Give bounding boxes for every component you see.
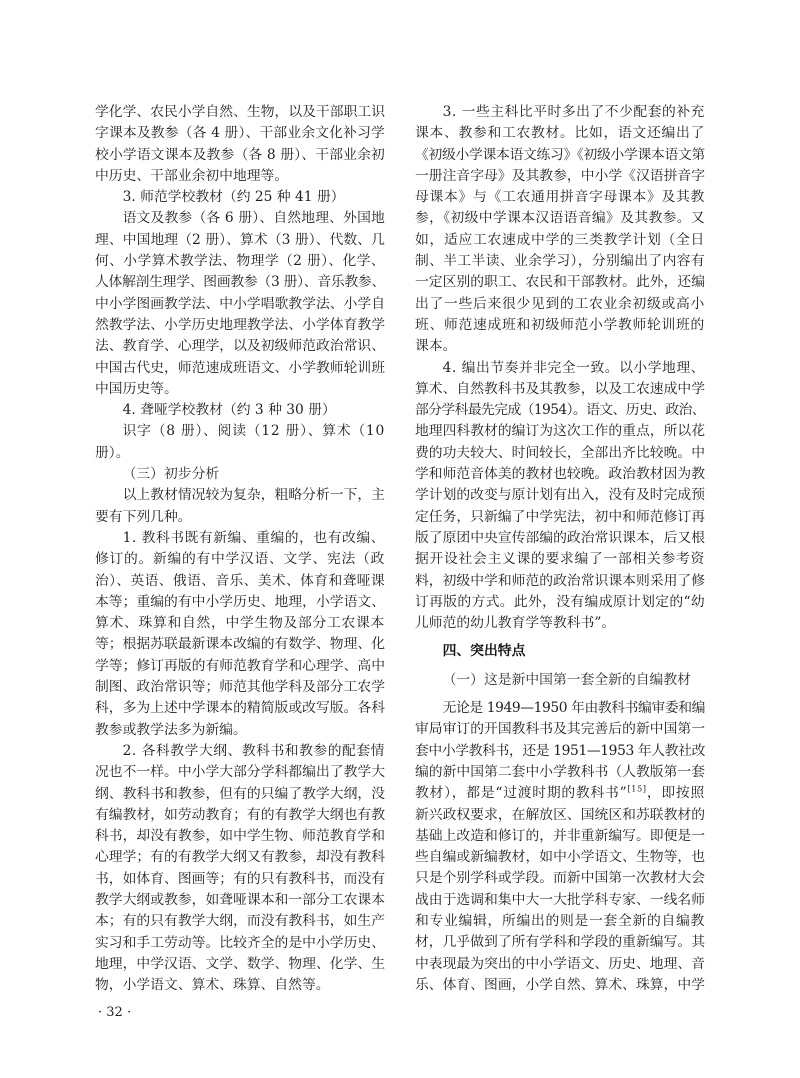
text-line	[95, 592, 385, 613]
line-text: 况也不一样。中小学大部分学科都编出了教学大	[95, 764, 385, 781]
line-text: 4. 聋哑学校教材（约 3 种 30 册）	[122, 402, 336, 419]
text-line	[95, 251, 385, 272]
text-line	[415, 847, 705, 868]
line-text: 纲、教科书和教参，但有的只编了教学大纲，没	[95, 785, 385, 802]
text-line	[95, 784, 385, 805]
heading-text: （三）初步分析	[122, 466, 220, 483]
text-line	[95, 443, 385, 464]
line-text: 1. 教科书既有新编、重编的，也有改编、	[122, 529, 385, 546]
line-text: 识字（8 册）、阅读（12 册）、算术（10	[122, 423, 385, 440]
text-line	[95, 400, 385, 421]
heading-text: 四、突出特点	[442, 643, 526, 660]
line-text-part: 教材），都是“过渡时期的教科书”	[415, 785, 628, 802]
line-text-part: ，即按照	[646, 785, 706, 802]
line-text: 一定区别的职工、农民和干部教材。此外，还编	[415, 274, 705, 291]
text-line	[95, 890, 385, 911]
text-line	[415, 294, 705, 315]
text-line	[95, 230, 385, 251]
paragraph	[95, 400, 385, 421]
text-line	[95, 613, 385, 634]
line-text: 校小学语文课本及教参（各 8 册）、干部业余初	[95, 146, 385, 163]
text-line	[415, 336, 705, 357]
line-text: 中小学图画教学法、中小学唱歌教学法、小学自	[95, 295, 385, 312]
line-text: 中国古代史，师范速成班语文、小学教师轮训班	[95, 359, 385, 376]
text-line	[95, 102, 385, 123]
line-text: 理、中国地理（2 册）、算术（3 册）、代数、几	[95, 231, 385, 248]
line-text: 儿师范的幼儿教育学等教科书”。	[415, 615, 616, 632]
line-text: 算术、自然教科书及其教参，以及工农速成中学	[415, 380, 705, 397]
line-text: 中历史、干部业余初中地理等。	[95, 167, 289, 184]
line-text: 料，初级中学和师范的政治常识课本则采用了修	[415, 572, 705, 589]
line-text: 3. 一些主科比平时多出了不少配套的补充	[442, 104, 705, 120]
text-line	[415, 528, 705, 549]
line-text: 本；有的只有教学大纲，而没有教科书，如生产	[95, 913, 385, 930]
text-line	[415, 145, 705, 166]
text-line	[415, 166, 705, 187]
text-line	[415, 421, 705, 442]
text-line	[95, 741, 385, 762]
line-text: 如，适应工农速成中学的三类教学计划（全日	[415, 231, 705, 248]
section-heading	[415, 641, 705, 662]
text-line	[415, 123, 705, 144]
citation-marker: [15]	[627, 784, 647, 794]
text-line	[95, 507, 385, 528]
text-line	[95, 208, 385, 229]
paragraph	[95, 741, 385, 997]
line-text: 科，多为上述中学课本的精简版或改写版。各科	[95, 700, 385, 717]
text-line	[415, 975, 705, 996]
line-text: 语文及教参（各 6 册）、自然地理、外国地	[122, 210, 385, 227]
line-text: 学和师范音体美的教材也较晚。政治教材因为教	[415, 466, 705, 483]
text-line	[95, 677, 385, 698]
line-text: 套中小学教科书，还是 1951—1953 年人教社改	[415, 742, 705, 759]
line-text: 课本、教参和工农教材。比如，语文还编出了	[415, 125, 705, 142]
line-text: 等；根据苏联最新课本改编的有数学、物理、化	[95, 636, 385, 653]
line-text: 乐、体育、图画，小学自然、算术、珠算，中学	[415, 976, 705, 993]
line-text: 课本。	[415, 338, 457, 355]
line-text: 班、师范速成班和初级师范小学教师轮训班的	[415, 316, 705, 333]
line-text: 只是个别学科或学段。而新中国第一次教材大会	[415, 870, 705, 887]
line-text: 本等；重编的有中小学历史、地理，小学语文、	[95, 593, 385, 610]
text-line	[95, 549, 385, 570]
line-text: 教学大纲或教参，如聋哑课本和一部分工农课本	[95, 891, 385, 908]
text-line	[95, 698, 385, 719]
line-text: 2. 各科教学大纲、教科书和教参的配套情	[122, 742, 385, 759]
line-text: 3. 师范学校教材（约 25 种 41 册）	[122, 189, 345, 206]
paragraph	[95, 208, 385, 400]
line-text: 新兴政权要求，在解放区、国统区和苏联教材的	[415, 806, 705, 823]
line-text: 书，如体育、图画等；有的只有教科书，而没有	[95, 870, 385, 887]
line-text: 费的功夫较大、时间较长，全部出齐比较晚。中	[415, 444, 705, 461]
text-line	[95, 954, 385, 975]
line-text: 教参或教学法多为新编。	[95, 721, 247, 738]
text-line	[415, 741, 705, 762]
text-line	[95, 571, 385, 592]
text-line	[415, 208, 705, 229]
line-text: 治）、英语、俄语、音乐、美术、体育和聋哑课	[95, 572, 385, 589]
line-text: 据开设社会主义课的要求编了一部相关参考资	[415, 551, 705, 568]
line-text: 《初级小学课本语文练习》《初级小学课本语文第	[415, 146, 705, 163]
text-line	[95, 145, 385, 166]
text-line	[415, 507, 705, 528]
text-line	[415, 911, 705, 932]
text-line	[95, 528, 385, 549]
paragraph	[95, 485, 385, 528]
text-line	[415, 571, 705, 592]
subsection-heading	[95, 464, 385, 485]
line-text: 无论是 1949—1950 年由教科书编审委和编	[442, 700, 705, 717]
line-text: 些自编或新编教材，如中小学语文、生物等，也	[415, 849, 705, 866]
line-text: 战由于选调和集中大一大批学科专家、一线名师	[415, 891, 705, 908]
line-text: 参，《初级中学课本汉语语音编》及其教参。又	[415, 210, 705, 227]
text-line	[415, 954, 705, 975]
line-text: 修订的。新编的有中学汉语、文学、宪法（政	[95, 551, 385, 568]
left-column	[95, 102, 385, 996]
text-line	[95, 805, 385, 826]
text-line	[415, 358, 705, 379]
text-line	[415, 592, 705, 613]
line-text: 学等；修订再版的有师范教育学和心理学、高中	[95, 657, 385, 674]
text-line	[95, 656, 385, 677]
text-line	[95, 911, 385, 932]
text-line	[415, 890, 705, 911]
text-line	[95, 421, 385, 442]
line-text: 出了一些后来很少见到的工农业余初级或高小	[415, 295, 705, 312]
text-line	[95, 336, 385, 357]
text-line	[95, 762, 385, 783]
paragraph	[95, 187, 385, 208]
line-text: 册）。	[95, 444, 130, 461]
heading-text: （一）这是新中国第一套全新的自编教材	[442, 671, 691, 688]
line-text: 以上教材情况较为复杂，粗略分析一下，主	[122, 487, 385, 504]
text-line	[95, 294, 385, 315]
page-number: · 32 ·	[98, 1005, 132, 1020]
text-line	[415, 698, 705, 719]
line-text: 材，几乎做到了所有学科和学段的重新编写。其	[415, 934, 705, 951]
line-text: 有编教材，如劳动教育；有的有教学大纲也有教	[95, 806, 385, 823]
text-line	[415, 613, 705, 634]
line-text	[415, 785, 705, 801]
text-line	[415, 932, 705, 953]
text-line	[415, 762, 705, 783]
paragraph	[415, 358, 705, 635]
text-line	[95, 187, 385, 208]
line-text: 算术、珠算和自然，中学生物及部分工农课本	[95, 615, 385, 632]
line-text: 心理学；有的有教学大纲又有教参，却没有教科	[95, 849, 385, 866]
line-text: 部分学科最先完成（1954）。语文、历史、政治、	[415, 402, 705, 419]
paragraph	[415, 102, 705, 358]
text-line	[95, 869, 385, 890]
line-text: 基础上改造和修订的，并非重新编写。即便是一	[415, 827, 705, 844]
line-text: 编的新中国第二套中小学教科书（人教版第一套	[415, 763, 705, 780]
line-text: 人体解剖生理学、图画教参（3 册）、音乐教参、	[95, 274, 385, 291]
text-line	[95, 315, 385, 336]
line-text: 中表现最为突出的中小学语文、历史、地理、音	[415, 955, 705, 972]
line-text: 审局审订的开国教科书及其完善后的新中国第一	[415, 721, 705, 738]
text-line	[415, 464, 705, 485]
text-line	[95, 975, 385, 996]
text-line	[415, 485, 705, 506]
line-text: 学化学、农民小学自然、生物，以及干部职工识	[95, 104, 385, 120]
line-text: 地理四科教材的编订为这次工作的重点，所以花	[415, 423, 705, 440]
line-text: 何、小学算术教学法、物理学（2 册）、化学、	[95, 253, 385, 270]
text-line	[95, 166, 385, 187]
line-text: 然教学法、小学历史地理教学法、小学体育教学	[95, 316, 385, 333]
line-text: 4. 编出节奏并非完全一致。以小学地理、	[442, 359, 705, 376]
text-line	[415, 272, 705, 293]
text-line	[95, 634, 385, 655]
text-line	[415, 719, 705, 740]
line-text: 法、教育学、心理学，以及初级师范政治常识、	[95, 338, 385, 355]
line-text: 科书，却没有教参，如中学生物、师范教育学和	[95, 828, 385, 845]
text-line	[415, 230, 705, 251]
text-line	[415, 251, 705, 272]
text-line	[95, 358, 385, 379]
line-text: 地理，中学汉语、文学、数学、物理、化学、生	[95, 955, 385, 972]
text-line	[415, 102, 705, 123]
text-line	[95, 720, 385, 741]
paragraph	[415, 698, 705, 996]
subsection-heading	[415, 670, 705, 691]
line-text: 中国历史等。	[95, 380, 178, 397]
text-line	[95, 123, 385, 144]
text-line	[95, 485, 385, 506]
line-text: 版了原团中央宣传部编的政治常识课本，后又根	[415, 529, 705, 546]
line-text: 实习和手工劳动等。比较齐全的是中小学历史、	[95, 934, 385, 951]
line-text: 母课本》与《工农通用拼音字母课本》及其教	[415, 189, 705, 206]
text-line	[95, 847, 385, 868]
line-text: 订再版的方式。此外，没有编成原计划定的“幼	[415, 593, 705, 610]
text-line	[95, 826, 385, 847]
line-text: 和专业编辑，所编出的则是一套全新的自编教	[415, 912, 705, 929]
text-line	[415, 315, 705, 336]
text-line	[95, 933, 385, 954]
line-text: 定任务，只新编了中学宪法，初中和师范修订再	[415, 508, 705, 525]
paragraph	[95, 102, 385, 187]
text-line	[415, 443, 705, 464]
line-text: 制、半工半读、业余学习），分别编出了内容有	[415, 253, 705, 270]
line-text: 制图、政治常识等；师范其他学科及部分工农学	[95, 679, 385, 696]
text-line	[415, 826, 705, 847]
text-line	[415, 187, 705, 208]
text-line	[415, 783, 705, 804]
text-line	[415, 400, 705, 421]
text-line	[95, 379, 385, 400]
line-text: 字课本及教参（各 4 册）、干部业余文化补习学	[95, 125, 385, 142]
line-text: 一册注音字母》及其教参，中小学《汉语拼音字	[415, 167, 705, 184]
text-line	[415, 868, 705, 889]
line-text: 物，小学语文、算术、珠算、自然等。	[95, 977, 330, 994]
right-column	[415, 102, 705, 996]
text-line	[415, 379, 705, 400]
paragraph	[95, 528, 385, 741]
text-line	[415, 805, 705, 826]
line-text: 学计划的改变与原计划有出入，没有及时完成预	[415, 487, 705, 504]
text-line	[415, 549, 705, 570]
text-line	[95, 272, 385, 293]
paragraph	[95, 421, 385, 464]
line-text: 要有下列几种。	[95, 508, 192, 525]
